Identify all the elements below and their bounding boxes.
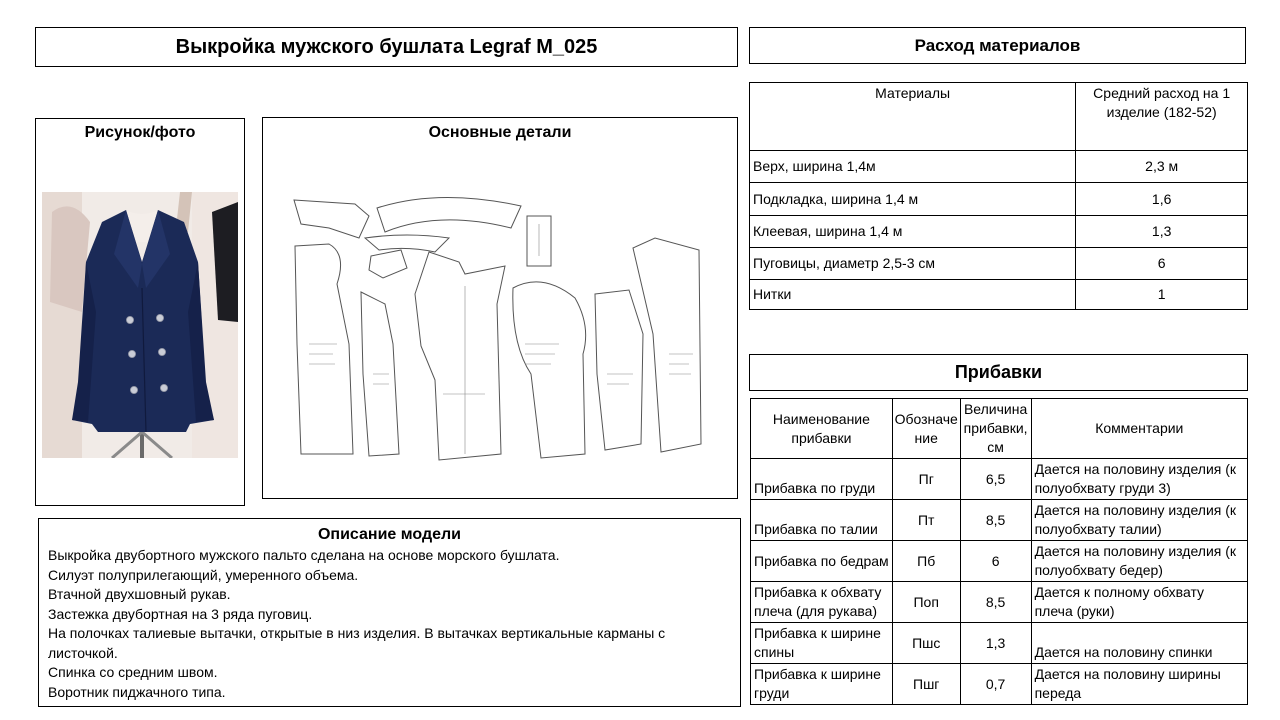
coat-photo (42, 192, 238, 458)
description-panel (38, 518, 741, 707)
description-line: Воротник пиджачного типа. (48, 683, 226, 700)
description-line: Застежка двубортная на 3 ряда пуговиц. (48, 605, 313, 622)
allowance-value: 1,3 (960, 623, 1031, 664)
description-line: Силуэт полуприлегающий, умеренного объема. (48, 566, 359, 583)
table-row (751, 459, 1248, 500)
materials-title: Расход материалов (914, 35, 1081, 55)
table-row (751, 623, 1248, 664)
allowance-name: Прибавка по бедрам (751, 541, 893, 582)
materials-header-consumption: Средний расход на 1 изделие (182-52) (1076, 83, 1248, 151)
allowance-value: 6,5 (960, 459, 1031, 500)
allowance-name: Прибавка к обхвату плеча (для рукава) (751, 582, 893, 623)
allowance-header-comment: Комментарии (1031, 399, 1247, 459)
allowance-code: Пшс (892, 623, 960, 664)
description-line: Выкройка двубортного мужского пальто сделана на основе морского бушлата. (48, 547, 560, 563)
table-row (750, 183, 1248, 216)
material-name: Клеевая, ширина 1,4 м (750, 216, 1076, 248)
description-title: Описание модели (317, 526, 462, 543)
allowances-title: Прибавки (954, 362, 1043, 382)
allowance-comment: Дается к полному обхвату плеча (руки) (1031, 582, 1247, 623)
page-title: Выкройка мужского бушлата Legraf M_025 (175, 35, 598, 58)
table-row (751, 664, 1248, 705)
allowance-name: Прибавка к ширине груди (751, 664, 893, 705)
allowance-value: 8,5 (960, 582, 1031, 623)
allowances-title-box (749, 354, 1248, 391)
materials-header-name: Материалы (750, 83, 1076, 151)
allowance-comment: Дается на половину изделия (к полуобхвату талии) (1031, 500, 1247, 541)
allowance-value: 0,7 (960, 664, 1031, 705)
table-row (751, 541, 1248, 582)
material-amount: 1,6 (1076, 183, 1248, 216)
allowances-table (750, 398, 1248, 705)
allowance-code: Поп (892, 582, 960, 623)
pattern-pieces-drawing (289, 194, 709, 472)
table-row (750, 280, 1248, 310)
details-panel-title: Основные детали (428, 124, 572, 141)
description-line: Втачной двухшовный рукав. (48, 586, 231, 602)
description-line: На полочках талиевые вытачки, открытые в низ изделия. В вытачках вертикальные карманы с (48, 625, 666, 641)
details-panel (262, 117, 738, 499)
description-line: листочкой. (48, 644, 118, 661)
allowance-code: Пб (892, 541, 960, 582)
table-row (750, 216, 1248, 248)
material-amount: 6 (1076, 248, 1248, 280)
material-name: Верх, ширина 1,4м (750, 151, 1076, 183)
table-row (751, 582, 1248, 623)
allowance-header-value: Величина прибавки, см (960, 399, 1031, 459)
materials-title-box (749, 27, 1246, 64)
material-name: Подкладка, ширина 1,4 м (750, 183, 1076, 216)
photo-panel-title: Рисунок/фото (84, 124, 196, 141)
material-name: Пуговицы, диаметр 2,5-3 см (750, 248, 1076, 280)
allowance-comment: Дается на половину спинки (1031, 623, 1247, 664)
material-amount: 1,3 (1076, 216, 1248, 248)
allowance-name: Прибавка к ширине спины (751, 623, 893, 664)
allowance-code: Пшг (892, 664, 960, 705)
material-amount: 1 (1076, 280, 1248, 310)
allowance-comment: Дается на половину изделия (к полуобхвату груди 3) (1031, 459, 1247, 500)
table-row (750, 151, 1248, 183)
allowance-name: Прибавка по груди (751, 459, 893, 500)
allowance-comment: Дается на половину изделия (к полуобхвату бедер) (1031, 541, 1247, 582)
description-line: Спинка со средним швом. (48, 664, 218, 680)
table-row (751, 500, 1248, 541)
allowance-name: Прибавка по талии (751, 500, 893, 541)
material-amount: 2,3 м (1076, 151, 1248, 183)
allowance-comment: Дается на половину ширины переда (1031, 664, 1247, 705)
allowance-header-name: Наименование прибавки (751, 399, 893, 459)
materials-table (749, 82, 1248, 310)
allowance-value: 6 (960, 541, 1031, 582)
material-name: Нитки (750, 280, 1076, 310)
photo-panel (35, 118, 245, 506)
table-row (750, 248, 1248, 280)
description-text (48, 546, 734, 702)
page-title-box (35, 27, 738, 67)
allowance-value: 8,5 (960, 500, 1031, 541)
allowance-code: Пт (892, 500, 960, 541)
allowance-code: Пг (892, 459, 960, 500)
allowance-header-code: Обозначение (892, 399, 960, 459)
